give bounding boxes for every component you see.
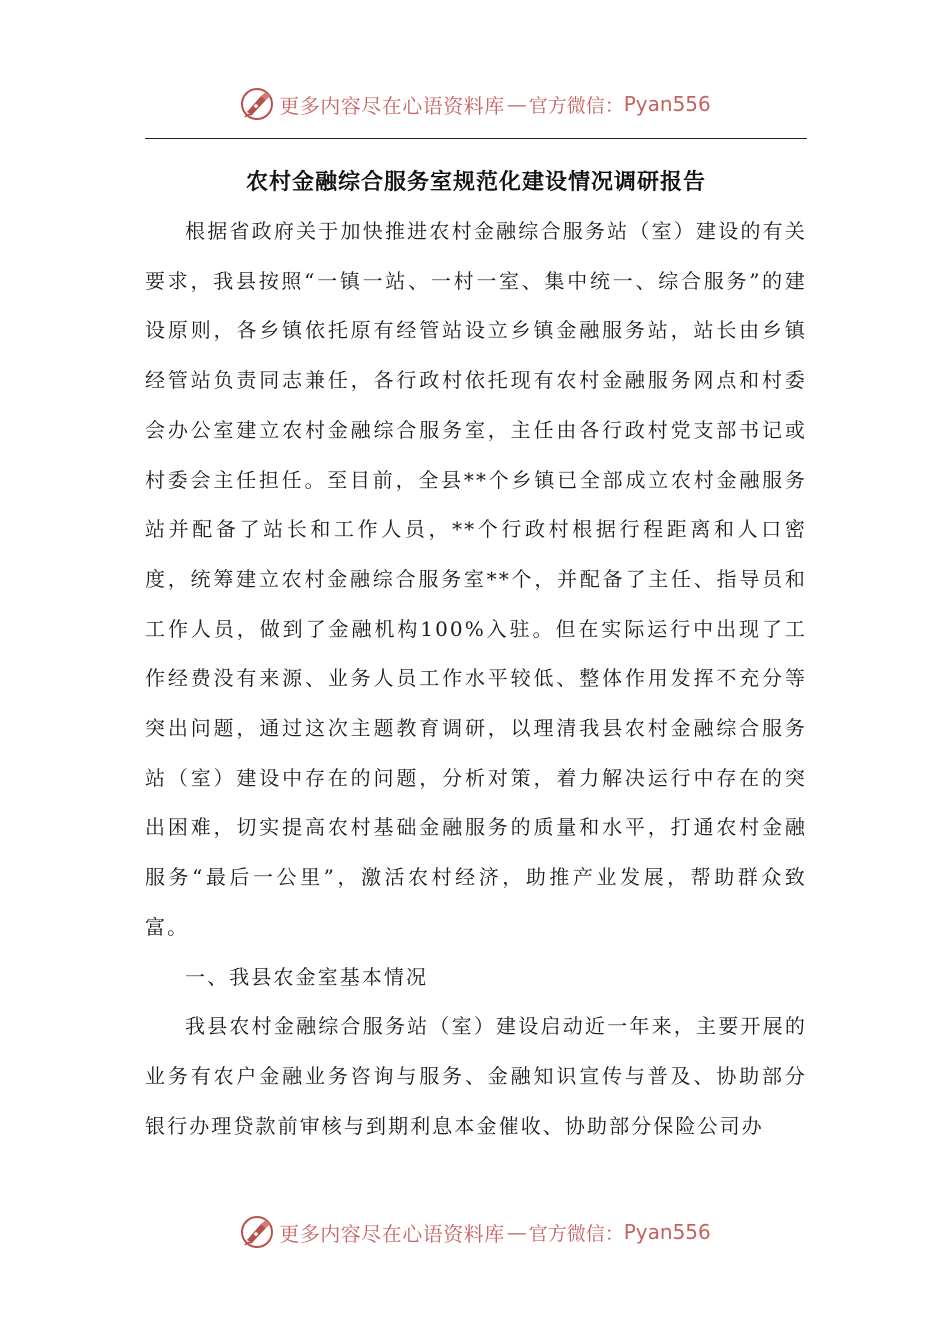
paragraph: 我县农村金融综合服务站（室）建设启动近一年来，主要开展的业务有农户金融业务咨询与服务、金融知识宣传与普及、协助部分银行办理贷款前审核与到期利息本金催收、协助部分保险公司办	[145, 1014, 807, 1138]
document-title: 农村金融综合服务室规范化建设情况调研报告	[245, 169, 706, 195]
pen-nib-logo-icon	[239, 1214, 275, 1250]
pen-nib-logo-icon	[239, 86, 275, 122]
section-heading: 一、我县农金室基本情况	[185, 964, 429, 989]
header-divider	[145, 138, 807, 139]
banner-separator: —	[506, 92, 527, 116]
footer-banner	[0, 1212, 950, 1252]
document-body	[145, 207, 807, 1151]
header-banner	[0, 84, 950, 124]
banner-wechat-label: 官方微信：	[528, 94, 624, 117]
banner-wechat-label: 官方微信：	[528, 1222, 624, 1245]
banner-text: 更多内容尽在心语资料库	[279, 1221, 505, 1246]
banner-separator: —	[506, 1220, 527, 1244]
banner-wechat-id: Pyan556	[623, 92, 711, 116]
banner-wechat-id: Pyan556	[623, 1220, 711, 1244]
paragraph: 根据省政府关于加快推进农村金融综合服务站（室）建设的有关要求，我县按照“一镇一站、一村一室、集中统一、综合服务”的建设原则，各乡镇依托原有经管站设立乡镇金融服务站，站长由乡镇经管站负责同志兼任，各行政村依托现有农村金融服务网点和村委会办公室建立农村金融综合服务室，主任由各行政村党支部书记或村委会主任担任。至目前，全县**个乡镇已全部成立农村金融服务站并配备了站长和工作人员，**个行政村根据行程距离和人口密度，统筹建立农村金融综合服务室**个，并配备了主任、指导员和工作人员，做到了金融机构100%入驻。但在实际运行中出现了工作经费没有来源、业务人员工作水平较低、整体作用发挥不充分等突出问题，通过这次主题教育调研，以理清我县农村金融综合服务站（室）建设中存在的问题，分析对策，着力解决运行中存在的突出困难，切实提高农村基础金融服务的质量和水平，打通农村金融服务“最后一公里”，激活农村经济，助推产业发展，帮助群众致富。	[145, 219, 807, 939]
banner-text: 更多内容尽在心语资料库	[279, 93, 505, 118]
